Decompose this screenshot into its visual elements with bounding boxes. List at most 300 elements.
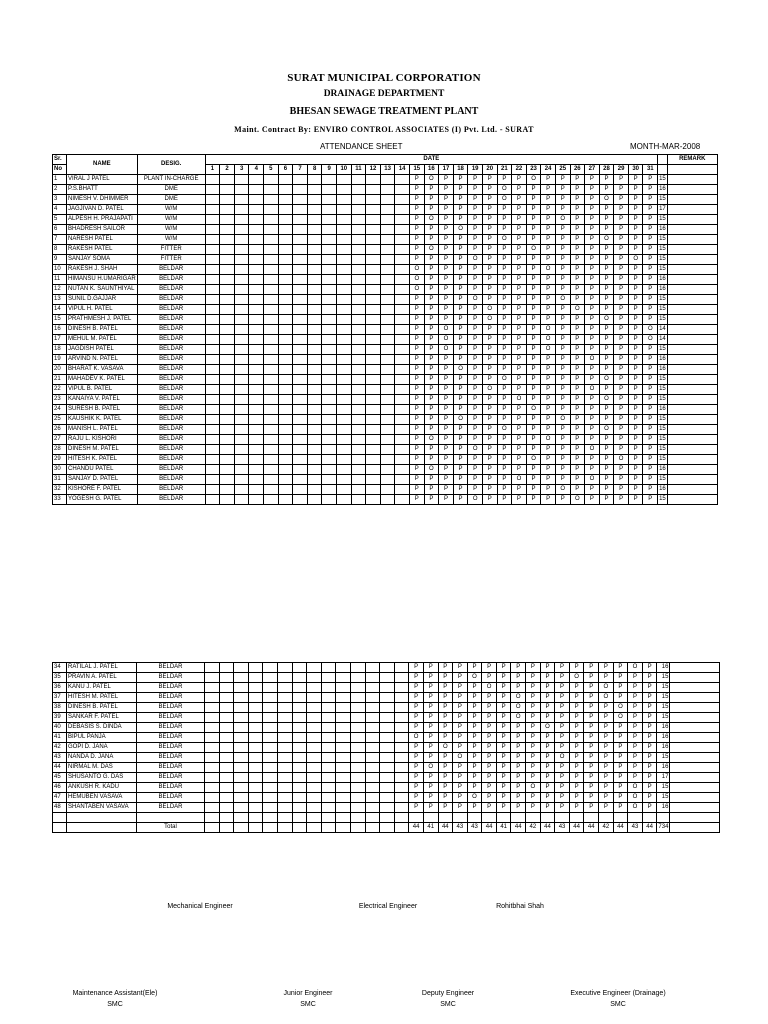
day-cell: P: [526, 215, 541, 225]
day-cell: [278, 215, 293, 225]
employee-row: [53, 255, 718, 265]
day-cell: [234, 315, 249, 325]
day-cell: P: [482, 175, 497, 185]
day-cell: P: [468, 485, 483, 495]
day-cell: [293, 395, 308, 405]
day-cell: P: [424, 345, 439, 355]
day-cell: P: [511, 783, 526, 793]
total-cell: 15: [657, 673, 670, 683]
day-cell: P: [628, 713, 643, 723]
day-cell: [264, 305, 279, 315]
day-cell: P: [482, 713, 497, 723]
day-cell: O: [511, 703, 526, 713]
day-cell: P: [526, 255, 541, 265]
day-cell: P: [628, 375, 643, 385]
day-cell: O: [585, 445, 600, 455]
day-cell: P: [569, 753, 584, 763]
name-cell: SHANTABEN VASAVA: [67, 803, 137, 813]
blank-cell: [205, 813, 220, 823]
day-cell: [336, 773, 351, 783]
sr-no-cell: 30: [53, 465, 67, 475]
day-cell: [366, 205, 381, 215]
day-cell: [219, 663, 234, 673]
day-cell: P: [453, 703, 468, 713]
day-cell: P: [512, 445, 527, 455]
day-cell: P: [643, 405, 658, 415]
day-cell: P: [614, 225, 629, 235]
name-cell: SANJAY D. PATEL: [67, 475, 138, 485]
day-cell: [322, 395, 337, 405]
day-cell: [234, 195, 249, 205]
day-cell: P: [497, 475, 512, 485]
day-cell: [322, 275, 337, 285]
day-cell: [307, 335, 322, 345]
total-cell: 17: [658, 205, 668, 215]
day-cell: [365, 803, 380, 813]
day-cell: [205, 455, 220, 465]
day-cell: P: [599, 763, 614, 773]
day-cell: P: [599, 385, 614, 395]
day-cell: P: [628, 405, 643, 415]
remark-cell: [667, 375, 717, 385]
employee-row: [53, 325, 718, 335]
total-cell: 15: [658, 295, 668, 305]
day-cell: P: [512, 355, 527, 365]
day-number: 8: [307, 165, 322, 175]
day-cell: P: [628, 385, 643, 395]
day-cell: [366, 225, 381, 235]
employee-row: [53, 225, 718, 235]
day-cell: O: [643, 325, 658, 335]
day-cell: [351, 205, 366, 215]
day-cell: [263, 723, 278, 733]
day-cell: [219, 753, 234, 763]
day-cell: P: [409, 693, 424, 703]
day-cell: [321, 773, 336, 783]
blank-cell: [263, 813, 278, 823]
day-cell: [249, 175, 264, 185]
employee-row: [53, 693, 720, 703]
day-cell: P: [482, 205, 497, 215]
day-cell: [395, 275, 410, 285]
day-cell: [293, 325, 308, 335]
day-cell: [264, 385, 279, 395]
day-cell: [366, 455, 381, 465]
employee-row: [53, 793, 720, 803]
day-cell: [205, 265, 220, 275]
day-cell: [366, 415, 381, 425]
day-cell: P: [424, 185, 439, 195]
day-cell: P: [453, 693, 468, 703]
blank-cell: [540, 813, 555, 823]
day-cell: [380, 325, 395, 335]
day-cell: P: [526, 285, 541, 295]
day-cell: P: [642, 703, 657, 713]
day-cell: [366, 175, 381, 185]
day-cell: [321, 743, 336, 753]
day-cell: P: [453, 723, 468, 733]
day-cell: [380, 663, 395, 673]
blank-cell: [423, 813, 438, 823]
day-cell: [277, 803, 292, 813]
day-cell: [366, 405, 381, 415]
blank-cell: [67, 823, 137, 833]
day-cell: P: [439, 485, 454, 495]
day-cell: P: [599, 345, 614, 355]
day-cell: P: [642, 743, 657, 753]
day-cell: [337, 395, 352, 405]
designation-cell: BELDAR: [137, 793, 205, 803]
day-cell: O: [497, 185, 512, 195]
day-cell: [234, 435, 249, 445]
day-cell: P: [555, 733, 570, 743]
day-cell: O: [409, 285, 424, 295]
day-cell: P: [497, 255, 512, 265]
sr-no-cell: 6: [53, 225, 67, 235]
day-cell: P: [439, 275, 454, 285]
day-cell: [307, 465, 322, 475]
remark-cell: [667, 305, 717, 315]
day-cell: [307, 275, 322, 285]
day-cell: P: [409, 295, 424, 305]
day-cell: [307, 763, 322, 773]
day-cell: [278, 205, 293, 215]
day-cell: [380, 713, 395, 723]
day-cell: P: [496, 693, 511, 703]
day-cell: P: [599, 265, 614, 275]
day-cell: P: [599, 415, 614, 425]
day-cell: [205, 495, 220, 505]
day-cell: P: [599, 175, 614, 185]
day-cell: P: [526, 803, 541, 813]
day-cell: P: [599, 225, 614, 235]
day-cell: P: [467, 713, 482, 723]
day-cell: [395, 465, 410, 475]
day-cell: P: [468, 425, 483, 435]
day-cell: [337, 455, 352, 465]
day-cell: P: [512, 245, 527, 255]
day-cell: [249, 335, 264, 345]
day-cell: [366, 425, 381, 435]
day-cell: [366, 345, 381, 355]
day-cell: [322, 315, 337, 325]
employee-row: [53, 405, 718, 415]
day-cell: P: [439, 475, 454, 485]
name-cell: NUTAN K. SAUNTHIYAL: [67, 285, 138, 295]
total-cell: 15: [657, 793, 670, 803]
day-cell: O: [613, 713, 628, 723]
employee-row: [53, 485, 718, 495]
day-cell: [220, 195, 235, 205]
day-cell: [380, 425, 395, 435]
day-cell: P: [423, 733, 438, 743]
day-cell: [350, 663, 365, 673]
day-cell: P: [541, 375, 556, 385]
day-cell: [394, 783, 409, 793]
name-header: NAME: [67, 155, 138, 175]
day-cell: [395, 425, 410, 435]
day-cell: [395, 455, 410, 465]
day-cell: P: [570, 175, 585, 185]
sr-no-cell: 23: [53, 395, 67, 405]
day-cell: [234, 663, 249, 673]
day-cell: O: [599, 195, 614, 205]
designation-cell: BELDAR: [137, 315, 205, 325]
total-row: [53, 823, 720, 833]
day-cell: O: [423, 763, 438, 773]
day-cell: [234, 275, 249, 285]
day-cell: [293, 335, 308, 345]
day-number: 1: [205, 165, 220, 175]
blank-cell: [599, 813, 614, 823]
day-cell: [278, 415, 293, 425]
daily-total-cell: [394, 823, 409, 833]
day-cell: P: [614, 485, 629, 495]
daily-total-cell: [350, 823, 365, 833]
day-cell: [366, 335, 381, 345]
day-cell: [365, 743, 380, 753]
day-cell: [307, 195, 322, 205]
day-cell: P: [585, 345, 600, 355]
day-cell: P: [423, 793, 438, 803]
day-cell: P: [643, 255, 658, 265]
day-cell: [307, 743, 322, 753]
day-number: 5: [264, 165, 279, 175]
day-cell: P: [643, 315, 658, 325]
day-cell: [249, 405, 264, 415]
day-cell: [293, 415, 308, 425]
day-cell: P: [584, 683, 599, 693]
day-cell: [351, 385, 366, 395]
day-cell: P: [468, 465, 483, 475]
day-cell: [322, 385, 337, 395]
remark-cell: [667, 485, 717, 495]
day-cell: [234, 285, 249, 295]
total-header: [658, 155, 668, 165]
day-cell: [380, 485, 395, 495]
day-cell: [220, 485, 235, 495]
remark-cell: [667, 185, 717, 195]
day-cell: [234, 225, 249, 235]
day-cell: P: [423, 803, 438, 813]
day-cell: [351, 315, 366, 325]
day-cell: [351, 375, 366, 385]
designation-cell: BELDAR: [137, 475, 205, 485]
day-cell: O: [424, 435, 439, 445]
day-cell: P: [482, 703, 497, 713]
name-cell: MANISH L. PATEL: [67, 425, 138, 435]
day-cell: P: [570, 285, 585, 295]
grand-total-cell: 734: [657, 823, 670, 833]
remark-cell: [670, 723, 720, 733]
day-cell: P: [643, 365, 658, 375]
day-cell: [351, 185, 366, 195]
remark-cell: [667, 235, 717, 245]
day-cell: [395, 305, 410, 315]
day-cell: [395, 365, 410, 375]
day-cell: [307, 663, 322, 673]
day-cell: P: [409, 425, 424, 435]
day-number: 21: [497, 165, 512, 175]
day-cell: [293, 455, 308, 465]
total-cell: 15: [657, 703, 670, 713]
name-cell: KAUSHIK K. PATEL: [67, 415, 138, 425]
day-cell: P: [512, 435, 527, 445]
day-cell: [337, 425, 352, 435]
day-cell: [307, 385, 322, 395]
day-cell: P: [496, 713, 511, 723]
day-cell: [394, 753, 409, 763]
day-cell: [220, 405, 235, 415]
day-cell: P: [511, 743, 526, 753]
day-number: 19: [468, 165, 483, 175]
day-cell: [234, 673, 249, 683]
day-cell: [351, 255, 366, 265]
day-cell: P: [497, 365, 512, 375]
total-cell: 14: [658, 335, 668, 345]
day-cell: [337, 185, 352, 195]
day-cell: P: [497, 205, 512, 215]
day-cell: [380, 673, 395, 683]
day-cell: P: [511, 733, 526, 743]
day-cell: O: [585, 475, 600, 485]
day-cell: O: [570, 305, 585, 315]
day-cell: P: [467, 803, 482, 813]
day-cell: P: [512, 225, 527, 235]
sr-no-cell: 3: [53, 195, 67, 205]
day-cell: P: [453, 793, 468, 803]
day-cell: P: [438, 663, 453, 673]
day-cell: [292, 773, 307, 783]
day-cell: P: [467, 693, 482, 703]
designation-cell: BELDAR: [137, 265, 205, 275]
day-cell: P: [541, 215, 556, 225]
day-cell: P: [628, 205, 643, 215]
name-cell: NARESH PATEL: [67, 235, 138, 245]
designation-cell: BELDAR: [137, 703, 205, 713]
day-cell: [263, 763, 278, 773]
day-cell: [395, 495, 410, 505]
day-cell: P: [439, 365, 454, 375]
day-cell: [278, 475, 293, 485]
day-cell: P: [423, 723, 438, 733]
total-cell: 16: [657, 763, 670, 773]
day-cell: [234, 365, 249, 375]
day-cell: [248, 713, 263, 723]
day-number: 22: [512, 165, 527, 175]
day-cell: P: [585, 265, 600, 275]
day-cell: [220, 265, 235, 275]
day-cell: [278, 305, 293, 315]
day-cell: P: [467, 743, 482, 753]
day-cell: P: [643, 435, 658, 445]
day-cell: P: [511, 793, 526, 803]
employee-row: [53, 733, 720, 743]
day-cell: P: [439, 455, 454, 465]
day-cell: [263, 793, 278, 803]
day-cell: P: [439, 465, 454, 475]
day-cell: P: [555, 693, 570, 703]
blank-cell: [336, 813, 351, 823]
day-cell: P: [409, 803, 424, 813]
day-cell: P: [482, 465, 497, 475]
day-cell: [321, 763, 336, 773]
day-number: 10: [337, 165, 352, 175]
day-cell: P: [482, 345, 497, 355]
day-cell: P: [439, 445, 454, 455]
day-cell: P: [497, 395, 512, 405]
day-cell: [234, 723, 249, 733]
sr-no-cell: 20: [53, 365, 67, 375]
day-cell: P: [643, 445, 658, 455]
day-cell: O: [541, 335, 556, 345]
employee-row: [53, 395, 718, 405]
day-cell: P: [540, 693, 555, 703]
day-cell: [293, 205, 308, 215]
day-cell: P: [628, 345, 643, 355]
day-cell: [380, 175, 395, 185]
day-cell: P: [613, 763, 628, 773]
day-cell: P: [496, 703, 511, 713]
day-cell: O: [628, 793, 643, 803]
total-cell: 16: [657, 743, 670, 753]
day-cell: [365, 763, 380, 773]
day-cell: [205, 783, 220, 793]
day-cell: [307, 235, 322, 245]
day-cell: [263, 803, 278, 813]
day-cell: O: [526, 245, 541, 255]
day-cell: P: [555, 475, 570, 485]
day-cell: [249, 255, 264, 265]
day-cell: P: [424, 195, 439, 205]
day-cell: [380, 763, 395, 773]
designation-cell: DME: [137, 185, 205, 195]
signature-junior-engineer: [258, 990, 358, 1008]
designation-cell: W/M: [137, 205, 205, 215]
day-cell: [249, 435, 264, 445]
day-cell: [248, 783, 263, 793]
day-cell: P: [453, 783, 468, 793]
day-cell: P: [468, 275, 483, 285]
day-cell: P: [569, 663, 584, 673]
day-cell: P: [599, 245, 614, 255]
day-cell: [234, 255, 249, 265]
day-cell: P: [497, 445, 512, 455]
day-cell: [336, 683, 351, 693]
day-cell: [205, 355, 220, 365]
day-cell: O: [497, 195, 512, 205]
day-cell: [249, 275, 264, 285]
day-cell: P: [555, 673, 570, 683]
day-cell: [263, 733, 278, 743]
day-cell: P: [482, 215, 497, 225]
day-cell: [380, 395, 395, 405]
day-cell: [336, 743, 351, 753]
day-cell: P: [512, 265, 527, 275]
day-cell: [249, 365, 264, 375]
day-cell: [322, 375, 337, 385]
day-cell: P: [599, 205, 614, 215]
day-cell: P: [585, 295, 600, 305]
day-cell: P: [613, 773, 628, 783]
day-cell: [234, 265, 249, 275]
day-cell: P: [526, 445, 541, 455]
day-cell: [205, 345, 220, 355]
day-cell: [322, 415, 337, 425]
day-cell: P: [409, 455, 424, 465]
day-cell: P: [628, 753, 643, 763]
designation-cell: BELDAR: [137, 375, 205, 385]
